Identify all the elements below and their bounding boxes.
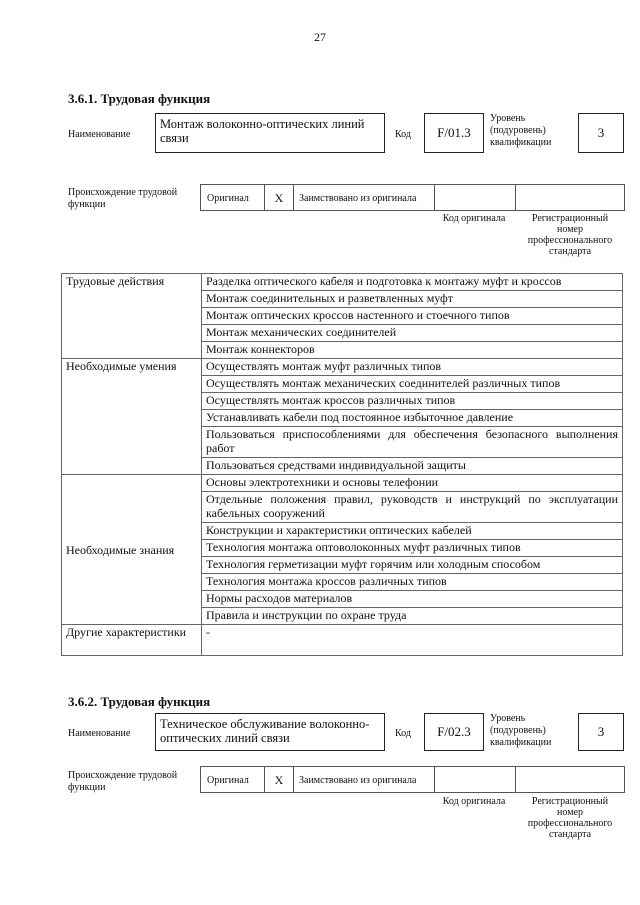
section-title: 3.6.2. Трудовая функция — [68, 694, 211, 709]
code-value: F/01.3 — [437, 125, 471, 140]
caption-code: Код оригинала — [442, 213, 506, 224]
origin-label: Происхождение трудовой функции — [68, 187, 178, 210]
name-label: Наименование — [68, 728, 131, 739]
function-name-box — [155, 713, 385, 751]
skill-item: Устанавливать кабели под постоянное избыточное давление — [202, 410, 623, 427]
origin-code-cell — [435, 767, 516, 792]
actions-label: Трудовые действия — [62, 274, 202, 359]
knowledge-item: Отдельные положения правил, руководств и инструкций по эксплуатации кабельных сооружений — [202, 492, 623, 523]
page-number: 27 — [314, 30, 326, 44]
level-label: Уровень (подуровень) квалификации — [490, 113, 552, 148]
function-name: Монтаж волоконно-оптических линий связи — [160, 117, 365, 145]
code-box — [424, 713, 484, 751]
code-label: Код — [395, 129, 411, 140]
origin-label: Происхождение трудовой функции — [68, 770, 178, 793]
skill-item: Осуществлять монтаж кроссов различных типов — [202, 393, 623, 410]
knowledge-item: Основы электротехники и основы телефонии — [202, 475, 623, 492]
function-name: Техническое обслуживание волоконно-оптических линий связи — [160, 717, 370, 745]
level-label: Уровень (подуровень) квалификации — [490, 713, 552, 748]
code-value: F/02.3 — [437, 724, 471, 739]
skill-item: Пользоваться средствами индивидуальной защиты — [202, 458, 623, 475]
knowledge-item: Технология монтажа кроссов различных типов — [202, 574, 623, 591]
caption-reg: Регистрационный номер профессионального стандарта — [527, 796, 613, 840]
knowledge-item: Нормы расходов материалов — [202, 591, 623, 608]
caption-code: Код оригинала — [442, 796, 506, 807]
skill-item: Пользоваться приспособлениями для обеспечения безопасного выполнения работ — [202, 427, 623, 458]
other-value: - — [202, 625, 623, 656]
origin-code-cell — [435, 185, 516, 210]
level-box — [578, 113, 624, 153]
origin-original: Оригинал — [201, 185, 265, 210]
level-box — [578, 713, 624, 751]
action-item: Монтаж коннекторов — [202, 342, 623, 359]
origin-borrowed: Заимствовано из оригинала — [293, 767, 435, 792]
origin-borrowed: Заимствовано из оригинала — [293, 185, 435, 210]
caption-reg: Регистрационный номер профессионального стандарта — [527, 213, 613, 257]
section-title: 3.6.1. Трудовая функция — [68, 91, 211, 106]
other-label: Другие характеристики — [62, 625, 202, 656]
function-name-box — [155, 113, 385, 153]
knowledge-item: Конструкции и характеристики оптических кабелей — [202, 523, 623, 540]
origin-row — [200, 184, 625, 211]
skill-item: Осуществлять монтаж механических соединителей различных типов — [202, 376, 623, 393]
level-value: 3 — [597, 125, 605, 140]
skills-label: Необходимые умения — [62, 359, 202, 475]
code-box — [424, 113, 484, 153]
function-table — [61, 273, 623, 656]
action-item: Монтаж соединительных и разветвленных муфт — [202, 291, 623, 308]
level-value: 3 — [597, 724, 605, 739]
origin-row — [200, 766, 625, 793]
knowledge-item: Технология герметизации муфт горячим или холодным способом — [202, 557, 623, 574]
knowledge-label: Необходимые знания — [62, 475, 202, 625]
action-item: Разделка оптического кабеля и подготовка к монтажу муфт и кроссов — [202, 274, 623, 291]
action-item: Монтаж оптических кроссов настенного и стоечного типов — [202, 308, 623, 325]
origin-mark: X — [265, 185, 294, 210]
origin-original: Оригинал — [201, 767, 265, 792]
knowledge-item: Технология монтажа оптоволоконных муфт различных типов — [202, 540, 623, 557]
knowledge-item: Правила и инструкции по охране труда — [202, 608, 623, 625]
action-item: Монтаж механических соединителей — [202, 325, 623, 342]
name-label: Наименование — [68, 129, 131, 140]
origin-mark: X — [265, 767, 294, 792]
code-label: Код — [395, 728, 411, 739]
skill-item: Осуществлять монтаж муфт различных типов — [202, 359, 623, 376]
